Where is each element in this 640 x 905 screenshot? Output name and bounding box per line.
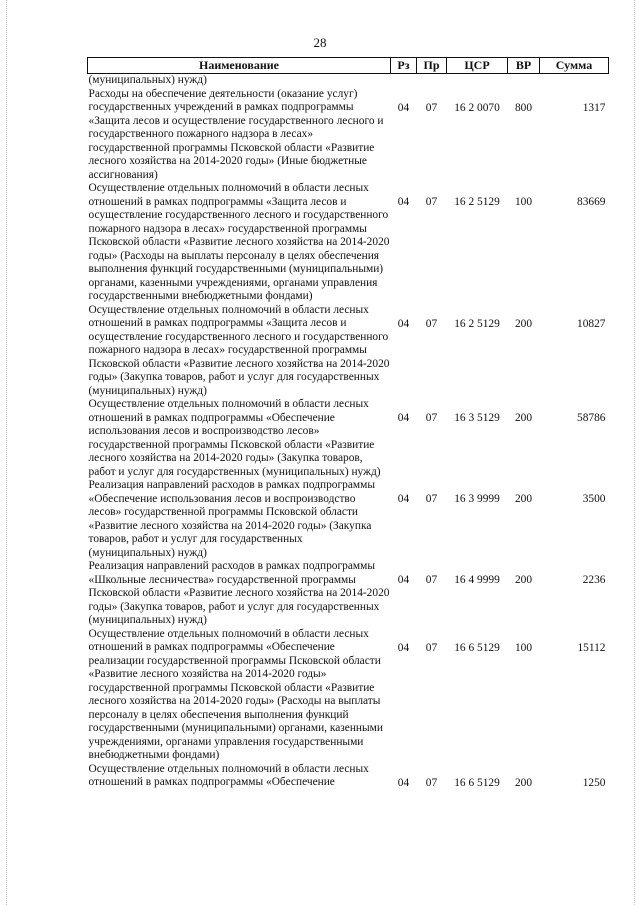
row-vr: 200 xyxy=(514,412,533,424)
row-pr: 07 xyxy=(425,574,438,586)
row-name: Реализация направлений расходов в рамках подпрограммы «Школьные лесничества» государственной программы Псковской области «Развитие лесного хозяйства на 2014-2020 годы» (Закупка товаров, работ и услуг для государственных (муниципальных) нужд) xyxy=(88,560,390,626)
table-row xyxy=(88,182,609,304)
row-sum: 83669 xyxy=(577,196,606,208)
table-row xyxy=(88,74,609,88)
row-sum: 15112 xyxy=(577,641,606,654)
row-csr: 16 3 9999 xyxy=(454,493,500,505)
row-rz: 04 xyxy=(397,574,410,586)
header-name: Наименование xyxy=(88,58,391,74)
row-sum: 3500 xyxy=(582,493,606,505)
table-row xyxy=(88,398,609,479)
row-csr: 16 6 5129 xyxy=(454,776,500,789)
row-rz: 04 xyxy=(397,412,410,424)
row-csr: 16 6 5129 xyxy=(454,641,500,654)
row-vr: 200 xyxy=(514,317,533,330)
header-sum: Сумма xyxy=(540,58,609,74)
row-sum: 1250 xyxy=(582,776,606,789)
row-csr xyxy=(447,74,508,88)
row-pr: 07 xyxy=(425,196,438,208)
row-pr: 07 xyxy=(425,101,438,114)
row-csr: 16 3 5129 xyxy=(454,412,500,424)
row-name: Осуществление отдельных полномочий в области лесных отношений в рамках подпрограммы «Защита лесов и осуществление государственного лесного и государственного пожарного надзора в лесах» государственной программы Псковской области «Развитие лесного хозяйства на 2014-2020 годы» (Закупка товаров, работ и услуг для государственных (муниципальных) нужд) xyxy=(88,303,390,397)
row-pr: 07 xyxy=(425,776,438,789)
row-vr: 800 xyxy=(514,101,533,114)
row-sum: 2236 xyxy=(582,574,606,586)
row-sum: 58786 xyxy=(577,412,606,424)
row-vr: 200 xyxy=(514,574,533,586)
row-name: Расходы на обеспечение деятельности (оказание услуг) государственных учреждений в рамках подпрограммы «Защита лесов и осуществление государственного лесного и государственного пожарного надзора в лесах» государственной программы Псковской области «Развитие лесного хозяйства на 2014-2020 годы» (Иные бюджетные ассигнования) xyxy=(88,87,384,181)
row-name: Осуществление отдельных полномочий в области лесных отношений в рамках подпрограммы «Обеспечение реализации государственной программы Псковской области «Развитие лесного хозяйства на 2014-2020 годы» государственной программы Псковской области «Развитие лесного хозяйства на 2014-2020 годы» (Расходы на выплаты персоналу в целях обеспечения выполнения функций государственными (муниципальными) органами, казенными учреждениями, органами управления государственными внебюджетными фондами) xyxy=(88,627,383,761)
row-rz: 04 xyxy=(397,101,410,114)
table-row xyxy=(88,763,609,791)
row-csr: 16 2 5129 xyxy=(454,196,500,208)
row-name: Осуществление отдельных полномочий в области лесных отношений в рамках подпрограммы «Защита лесов и осуществление государственного лесного и государственного пожарного надзора в лесах» государственной программы Псковской области «Развитие лесного хозяйства на 2014-2020 годы» (Расходы на выплаты персоналу в целях обеспечения выполнения функций государственными (муниципальными) органами, казенными учреждениями, органами управления государственными внебюджетными фондами) xyxy=(88,182,390,302)
budget-table xyxy=(87,57,609,790)
row-rz: 04 xyxy=(397,641,410,654)
page-number: 28 xyxy=(313,35,327,50)
header-csr: ЦСР xyxy=(447,58,508,74)
row-rz: 04 xyxy=(397,776,410,789)
row-pr xyxy=(417,74,447,88)
row-pr: 07 xyxy=(425,317,438,330)
row-name: Осуществление отдельных полномочий в области лесных отношений в рамках подпрограммы «Обеспечение xyxy=(88,762,369,788)
row-pr: 07 xyxy=(425,412,438,424)
table-row xyxy=(88,304,609,399)
header-vr: ВР xyxy=(508,58,540,74)
table-row xyxy=(88,88,609,183)
row-sum: 10827 xyxy=(577,317,606,330)
row-pr: 07 xyxy=(425,493,438,505)
row-csr: 16 4 9999 xyxy=(454,574,500,586)
row-csr: 16 2 0070 xyxy=(454,101,500,114)
table-row xyxy=(88,560,609,628)
row-name: Осуществление отдельных полномочий в области лесных отношений в рамках подпрограммы «Обеспечение использования лесов и воспроизводство лесов» государственной программы Псковской области «Развитие лесного хозяйства на 2014-2020 годы» (Закупка товаров, работ и услуг для государственных (муниципальных) нужд) xyxy=(88,398,381,478)
row-rz xyxy=(391,74,417,88)
header-pr: Пр xyxy=(417,58,447,74)
scan-edge-left xyxy=(6,0,8,905)
row-vr: 100 xyxy=(514,641,533,654)
row-vr xyxy=(508,74,540,88)
table-row xyxy=(88,479,609,560)
row-vr: 200 xyxy=(514,776,533,789)
table-row xyxy=(88,628,609,763)
row-sum xyxy=(540,74,609,88)
table-header-row xyxy=(88,58,609,74)
row-rz: 04 xyxy=(397,317,410,330)
row-csr: 16 2 5129 xyxy=(454,317,500,330)
row-name: Реализация направлений расходов в рамках подпрограммы «Обеспечение использования лесов и воспроизводство лесов» государственной программы Псковской области «Развитие лесного хозяйства на 2014-2020 годы» (Закупка товаров, работ и услуг для государственных (муниципальных) нужд) xyxy=(88,479,375,559)
row-name: (муниципальных) нужд) xyxy=(88,74,207,86)
row-vr: 200 xyxy=(514,493,533,505)
scan-edge-right xyxy=(634,0,636,905)
row-vr: 100 xyxy=(514,196,533,208)
row-rz: 04 xyxy=(397,493,410,505)
row-pr: 07 xyxy=(425,641,438,654)
row-rz: 04 xyxy=(397,196,410,208)
header-rz: Рз xyxy=(391,58,417,74)
row-sum: 1317 xyxy=(582,101,606,114)
